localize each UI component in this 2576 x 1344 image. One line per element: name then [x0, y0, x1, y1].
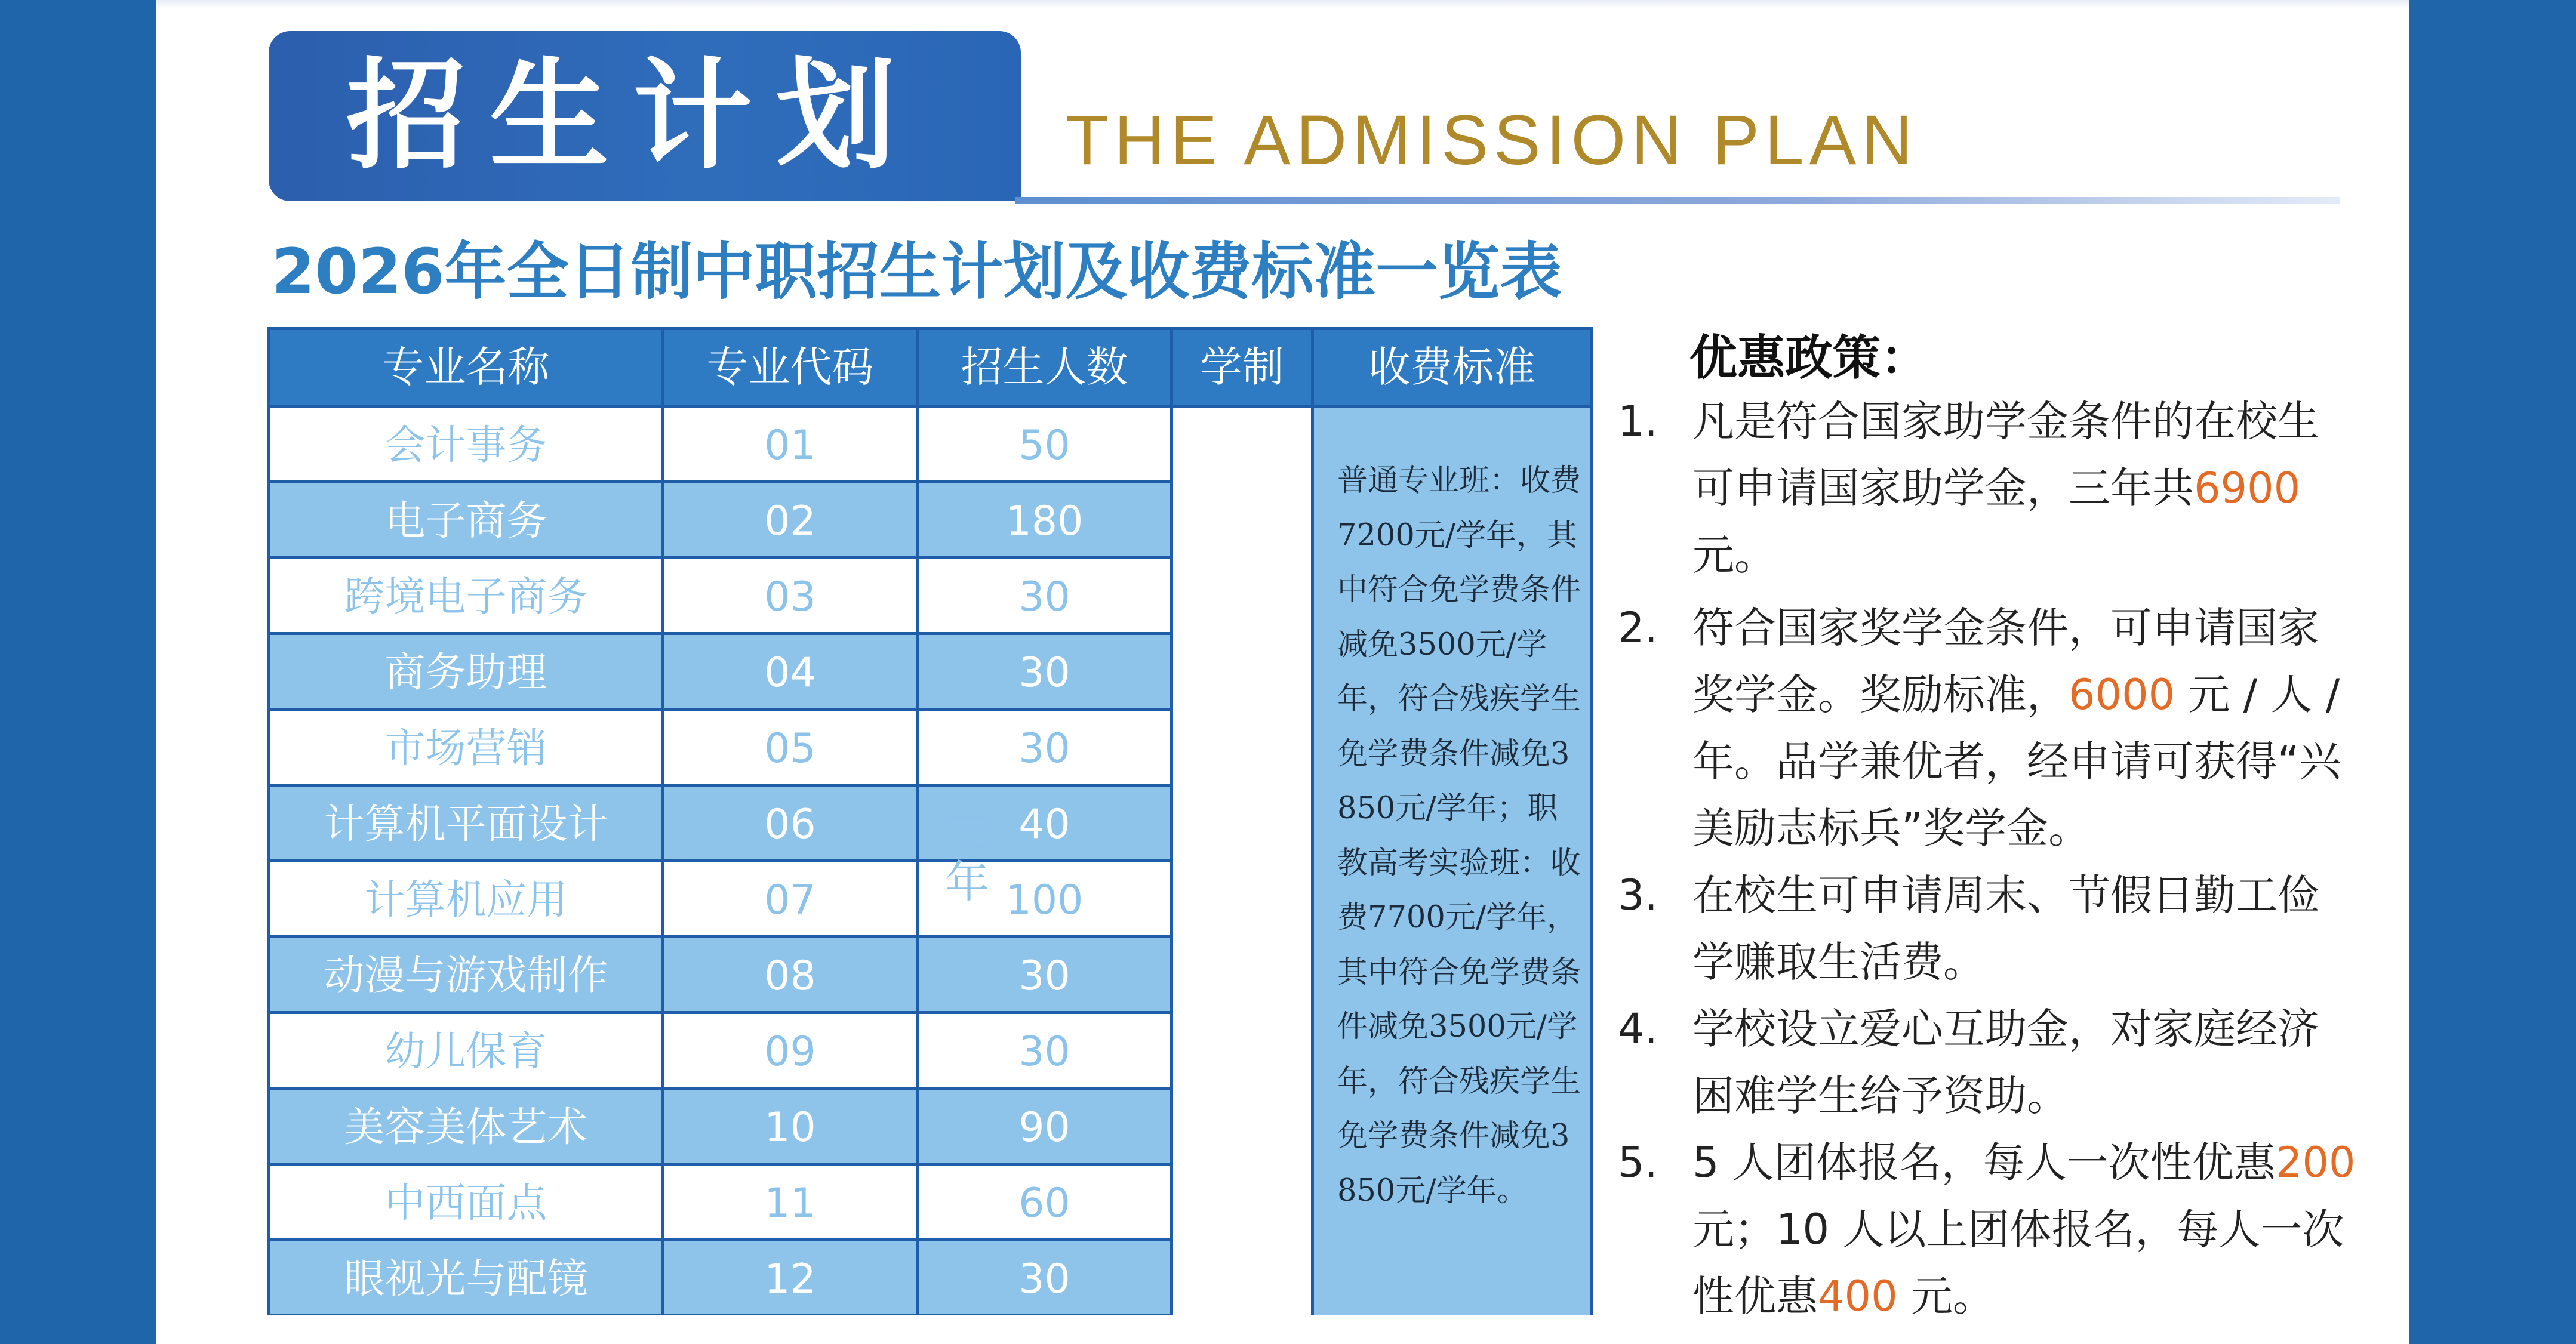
major-name-cell: 市场营销: [270, 708, 664, 784]
policy-item-text: 符合国家奖学金条件，可申请国家奖学金。奖励标准，: [1692, 603, 2319, 719]
title-rule: [1015, 197, 2340, 204]
major-name-cell: 电子商务: [270, 480, 664, 556]
right-border: [2409, 0, 2576, 1344]
major-name-cell: 计算机平面设计: [270, 784, 664, 859]
page-title-english: THE ADMISSION PLAN: [1066, 101, 1918, 180]
major-code-cell: 03: [664, 556, 919, 632]
policy-item: [1618, 388, 2358, 588]
policy-item-number: 5.: [1618, 1138, 1658, 1187]
policy-item: [1618, 1129, 2358, 1330]
major-name-cell: 商务助理: [270, 632, 664, 708]
major-name-cell: 动漫与游戏制作: [270, 935, 664, 1011]
major-code-cell: 12: [664, 1238, 919, 1314]
major-code-cell: 09: [664, 1011, 919, 1087]
enrollment-count-cell: 30: [919, 1238, 1173, 1314]
major-code-cell: 11: [664, 1163, 919, 1238]
policy-item-text-end: 元。: [1910, 1272, 1995, 1321]
policy-item-number: 1.: [1618, 397, 1658, 446]
enrollment-count-cell: 30: [919, 708, 1173, 784]
top-shadow: [156, 0, 2409, 8]
major-name-cell: 中西面点: [270, 1163, 664, 1238]
major-code-cell: 04: [664, 632, 919, 708]
policy-item-amount-2: 400: [1818, 1272, 1898, 1321]
policy-item-text: 5 人团体报名，每人一次性优惠: [1692, 1138, 2276, 1187]
column-header-fee: 收费标准: [1314, 330, 1590, 405]
enrollment-count-cell: 30: [919, 556, 1173, 632]
policy-item-text-end: 元。: [1692, 531, 1776, 579]
left-border: [0, 0, 156, 1344]
major-code-cell: 02: [664, 480, 919, 556]
policy-item-amount: 200: [2275, 1138, 2356, 1187]
policy-item: [1618, 995, 2358, 1129]
policy-item-amount: 6900: [2194, 464, 2301, 513]
policy-item-number: 2.: [1618, 603, 1658, 652]
policy-item-number: 3.: [1618, 871, 1658, 920]
duration-value: 三年: [945, 807, 989, 908]
major-name-cell: 会计事务: [270, 405, 664, 480]
fee-description: 普通专业班：收费7200元/学年，其中符合免学费条件减免3500元/学年，符合残疾学生免学费条件减免3850元/学年；职教高考实验班：收费7700元/学年，其中符合免学费条件减免3500元/学年，符合残疾学生免学费条件减免3850元/学年。: [1337, 463, 1581, 1209]
enrollment-count-cell: 50: [919, 405, 1173, 480]
enrollment-count-cell: 30: [919, 935, 1173, 1011]
column-header-duration: 学制: [1173, 330, 1314, 405]
major-code-cell: 01: [664, 405, 919, 480]
policy-list: [1618, 388, 2358, 1337]
column-header-count: 招生人数: [919, 330, 1173, 405]
column-header-code: 专业代码: [664, 330, 919, 405]
enrollment-count-cell: 100: [919, 859, 1173, 935]
major-name-cell: 美容美体艺术: [270, 1087, 664, 1163]
major-name-cell: 眼视光与配镜: [270, 1238, 664, 1314]
enrollment-count-cell: 30: [919, 1011, 1173, 1087]
major-name-cell: 幼儿保育: [270, 1011, 664, 1087]
major-name-cell: 计算机应用: [270, 859, 664, 935]
policy-item: [1618, 594, 2358, 862]
major-code-cell: 07: [664, 859, 919, 935]
policy-item-text-end: 元 / 人 / 年。品学兼优者，经申请可获得“兴美励志标兵”奖学金。: [1692, 670, 2341, 853]
enrollment-count-cell: 180: [919, 480, 1173, 556]
policy-title: 优惠政策：: [1689, 330, 1928, 386]
major-code-cell: 08: [664, 935, 919, 1011]
policy-item-number: 4.: [1618, 1004, 1658, 1053]
enrollment-count-cell: 60: [919, 1163, 1173, 1238]
major-code-cell: 10: [664, 1087, 919, 1163]
table-title: 2026年全日制中职招生计划及收费标准一览表: [272, 235, 1562, 308]
enrollment-count-cell: 40: [919, 784, 1173, 859]
policy-item-amount: 6000: [2069, 670, 2175, 719]
major-code-cell: 05: [664, 708, 919, 784]
page-title: 招生计划: [346, 47, 920, 186]
policy-item-text: 学校设立爱心互助金，对家庭经济困难学生给予资助。: [1692, 1004, 2319, 1120]
policy-item-text-mid: 元；10 人以上团体报名，每人一次性优惠: [1692, 1205, 2344, 1321]
major-name-cell: 跨境电子商务: [270, 556, 664, 632]
major-code-cell: 06: [664, 784, 919, 859]
column-header-name: 专业名称: [270, 330, 664, 405]
policy-item-text: 在校生可申请周末、节假日勤工俭学赚取生活费。: [1692, 871, 2319, 987]
enrollment-count-cell: 90: [919, 1087, 1173, 1163]
duration-cell: [1173, 405, 1314, 1315]
policy-item: [1618, 862, 2358, 995]
enrollment-count-cell: 30: [919, 632, 1173, 708]
policy-item-text: 凡是符合国家助学金条件的在校生可申请国家助学金，三年共: [1692, 397, 2319, 513]
